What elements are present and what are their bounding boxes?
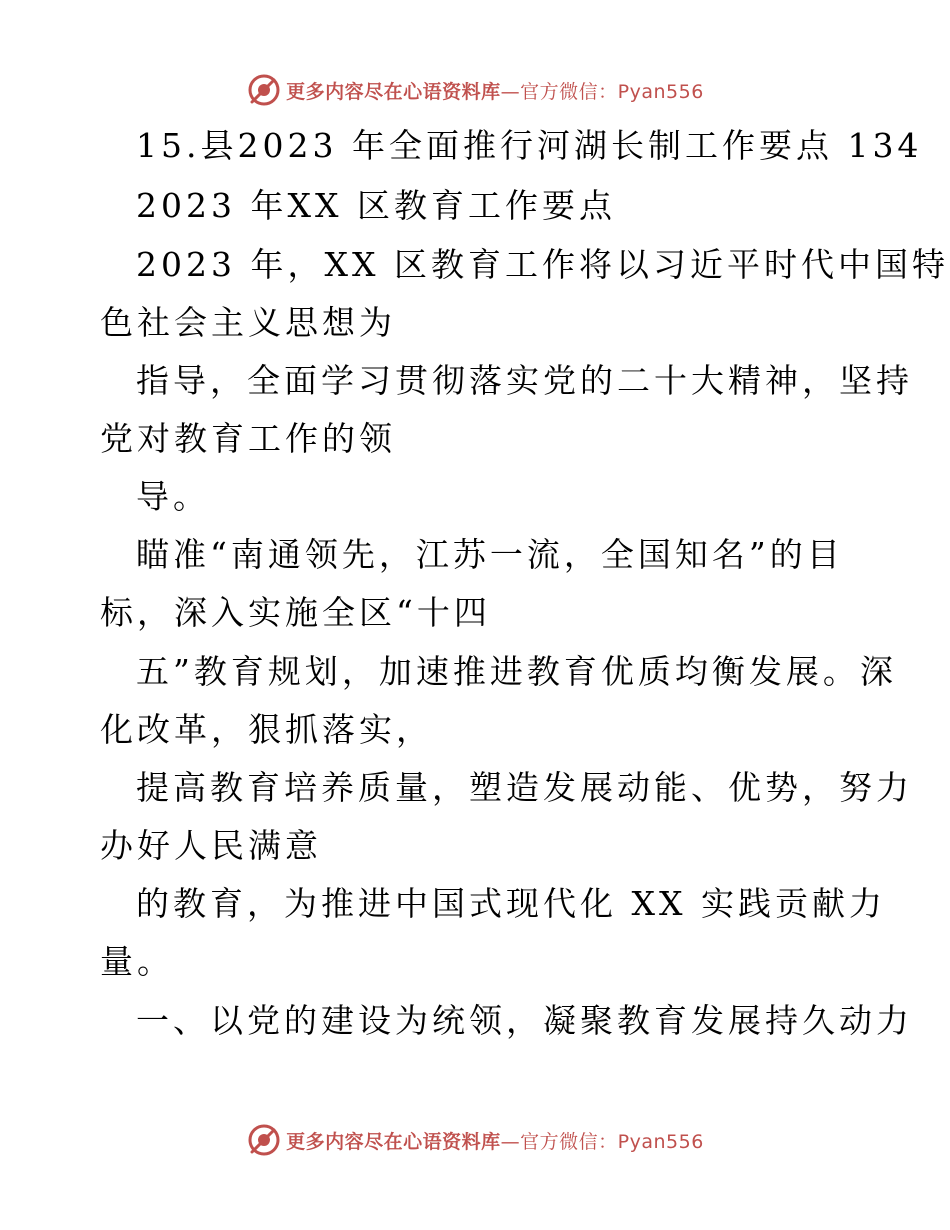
watermark-text: 更多内容尽在心语资料库—官方微信：Pyan556 [286, 80, 704, 103]
watermark-text: 更多内容尽在心语资料库—官方微信：Pyan556 [286, 1130, 704, 1153]
document-title: 2023 年XX 区教育工作要点 [136, 186, 616, 225]
paragraph-line: 的教育，为推进中国式现代化 XX 实践贡献力 [136, 884, 886, 923]
paragraph-line: 量。 [100, 942, 174, 981]
section-heading: 一、以党的建设为统领，凝聚教育发展持久动力 [136, 1001, 913, 1040]
paragraph-line: 标，深入实施全区“十四 [100, 593, 491, 632]
paragraph-line: 导。 [136, 477, 210, 516]
paragraph-line: 指导，全面学习贯彻落实党的二十大精神，坚持 [136, 361, 913, 400]
header-watermark [0, 70, 950, 110]
watermark-logo-icon [246, 1122, 282, 1158]
paragraph-line: 瞄准“南通领先，江苏一流，全国知名”的目 [136, 535, 844, 574]
watermark-logo-icon [246, 72, 282, 108]
paragraph-line: 化改革，狠抓落实， [100, 710, 433, 749]
paragraph-line: 党对教育工作的领 [100, 419, 396, 458]
paragraph-line: 五”教育规划，加速推进教育优质均衡发展。深 [136, 652, 897, 691]
paragraph-line: 提高教育培养质量，塑造发展动能、优势，努力 [136, 768, 913, 807]
footer-watermark [0, 1120, 950, 1160]
paragraph-line: 2023 年，XX 区教育工作将以习近平时代中国特 [136, 245, 949, 284]
toc-entry: 15.县2023 年全面推行河湖长制工作要点 134 [136, 126, 923, 165]
paragraph-line: 办好人民满意 [100, 826, 322, 865]
paragraph-line: 色社会主义思想为 [100, 303, 396, 342]
